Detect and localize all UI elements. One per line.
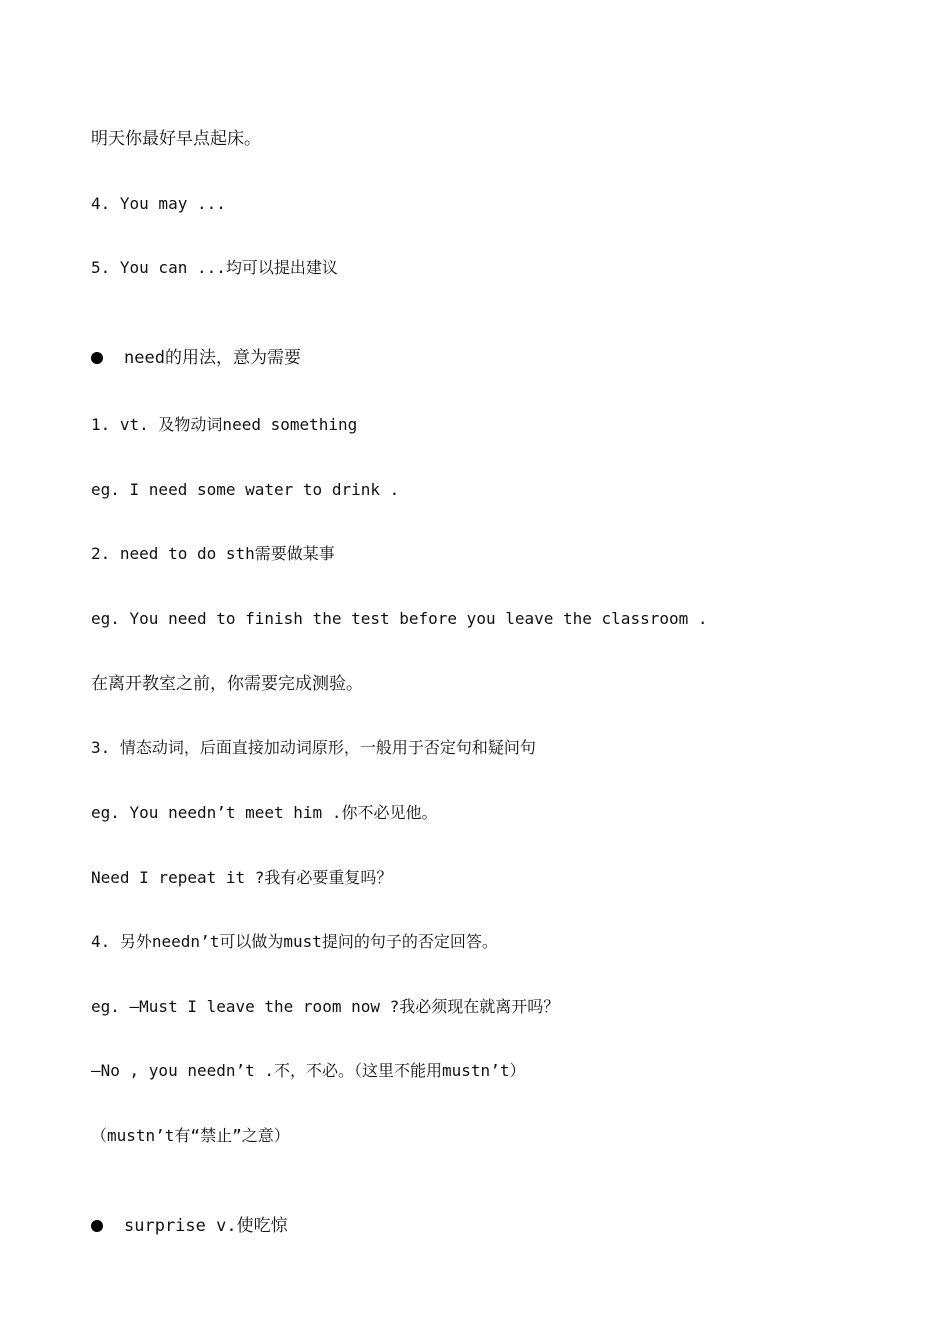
text-line: 明天你最好早点起床。 [91, 129, 261, 149]
text-line: —No , you needn’t .不，不必。（这里不能用mustn’t） [91, 1061, 526, 1080]
text-line: eg. You needn’t meet him .你不必见他。 [91, 803, 438, 822]
text-line: 1. vt. 及物动词need something [91, 415, 358, 434]
text-line: 3. 情态动词，后面直接加动词原形，一般用于否定句和疑问句 [91, 738, 536, 757]
text-line: eg. I need some water to drink . [91, 480, 400, 499]
text-line: 4. 另外needn’t可以做为must提问的句子的否定回答。 [91, 932, 498, 951]
text-line: eg. You need to finish the test before you leave the classroom . [91, 609, 708, 628]
text-line: Need I repeat it ?我有必要重复吗？ [91, 868, 393, 887]
text-line: 4. You may ... [91, 194, 226, 213]
text-line: 5. You can ...均可以提出建议 [91, 258, 338, 277]
heading-text: surprise v.使吃惊 [124, 1216, 288, 1236]
text-line: eg. —Must I leave the room now ?我必须现在就离开吗？ [91, 997, 560, 1016]
bullet-heading-need [91, 347, 301, 369]
text-line: 2. need to do sth需要做某事 [91, 544, 335, 563]
heading-text: need的用法，意为需要 [124, 348, 301, 368]
bullet-icon [91, 1220, 103, 1232]
bullet-heading-surprise [91, 1215, 288, 1237]
bullet-icon [91, 352, 103, 364]
text-line: （mustn’t有“禁止”之意） [91, 1126, 290, 1145]
text-line: 在离开教室之前，你需要完成测验。 [91, 674, 363, 694]
